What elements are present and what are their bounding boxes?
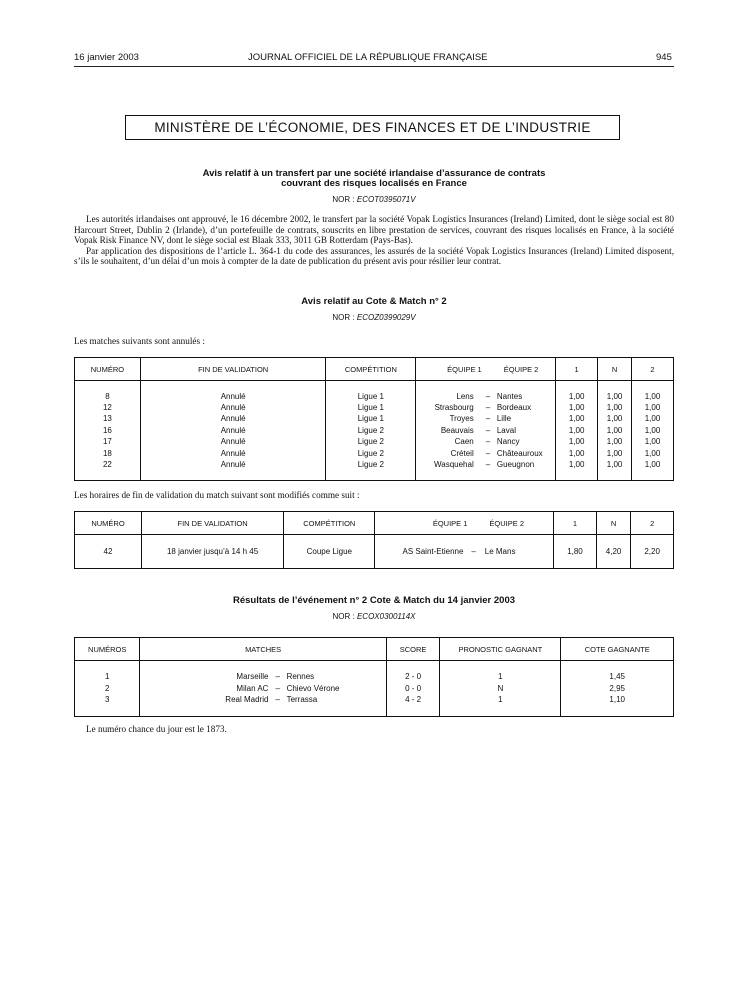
col-competition: Ligue 1 Ligue 1 Ligue 1 Ligue 2 Ligue 2 Ligue 2 Ligue 2 — [326, 381, 416, 481]
col-equipe2: – Nantes – Bordeaux – Lille – Laval – Nancy – Châteauroux – Gueugnon — [486, 381, 556, 481]
nor-code: ECOT0395071V — [356, 195, 416, 204]
notice2-nor — [74, 313, 674, 322]
table-header-row — [75, 638, 674, 661]
notice1-paragraph-1: Les autorités irlandaises ont approuvé, le 16 décembre 2002, le transfert par la société Vopak Logistics Insurances (Ireland) Limited, dont le siège social est 80 Harcourt Street, Dublin 2 (Irlande), d’un portefeuille de contrats, souscrits en libre prestation de services, couvrant des risques localisés en France, à la société Vopak Risk Finance NV, dont le siège social est Blaak 333, 3011 GB Rotterdam (Pays-Bas). — [74, 214, 674, 246]
col-cote-gagnante: 1,45 2,95 1,10 — [561, 661, 674, 717]
col-header-score: SCORE — [386, 638, 440, 661]
col-header-fin: FIN DE VALIDATION — [142, 512, 284, 535]
notice1-title-line1: Avis relatif à un transfert par une société irlandaise d’assurance de contrats — [202, 168, 546, 179]
col-header-n: N — [598, 358, 632, 381]
col-cote-1: 1,00 1,00 1,00 1,00 1,00 1,00 1,00 — [556, 381, 598, 481]
col-fin-validation: Annulé Annulé Annulé Annulé Annulé Annulé Annulé — [140, 381, 326, 481]
header-date: 16 janvier 2003 — [74, 52, 139, 63]
col-score: 2 - 0 0 - 0 4 - 2 — [386, 661, 440, 717]
results-nor — [74, 612, 674, 621]
cell-competition: Coupe Ligue — [284, 535, 375, 569]
col-header-numeros: NUMÉROS — [75, 638, 140, 661]
notice2-intro-2: Les horaires de fin de validation du match suivant sont modifiés comme suit : — [74, 490, 360, 500]
cell-equipe2: – Le Mans — [471, 535, 553, 569]
table-header-row — [75, 358, 674, 381]
results-footer: Le numéro chance du jour est le 1873. — [86, 724, 227, 734]
table-header-row — [75, 512, 674, 535]
ministry-banner: MINISTÈRE DE L’ÉCONOMIE, DES FINANCES ET DE L’INDUSTRIE — [125, 115, 620, 140]
col-header-equipe2: ÉQUIPE 2 — [486, 358, 556, 381]
modified-match-table — [74, 511, 674, 569]
col-header-1: 1 — [554, 512, 597, 535]
results-table — [74, 637, 674, 717]
table-row — [75, 535, 674, 569]
nor-label: NOR : — [332, 612, 355, 621]
nor-code: ECOX0300114X — [356, 612, 416, 621]
col-header-competition: COMPÉTITION — [326, 358, 416, 381]
col-header-competition: COMPÉTITION — [284, 512, 375, 535]
journal-title: JOURNAL OFFICIEL DE LA RÉPUBLIQUE FRANÇAISE — [248, 52, 488, 63]
notice1-paragraph-2: Par application des dispositions de l’article L. 364-1 du code des assurances, les assurés de la société Vopak Logistics Insurances (Ireland) Limited disposent, s’ils le souhaitent, d’un délai d’un mois à compter de la date de publication du présent avis pour résilier leur contrat. — [74, 245, 674, 267]
col-matches: Marseille Milan AC Real Madrid – Rennes – Chievo Vérone – Terrassa — [140, 661, 386, 717]
col-pronostic: 1 N 1 — [440, 661, 561, 717]
col-equipe1: Lens Strasbourg Troyes Beauvais Caen Créteil Wasquehal — [416, 381, 486, 481]
notice2-title: Avis relatif au Cote & Match n° 2 — [301, 296, 447, 307]
cancelled-matches-table — [74, 357, 674, 481]
cell-cote-1: 1,80 — [554, 535, 597, 569]
cell-cote-n: 4,20 — [596, 535, 631, 569]
col-header-cote: COTE GAGNANTE — [561, 638, 674, 661]
cell-numero: 42 — [75, 535, 142, 569]
col-header-matches: MATCHES — [140, 638, 386, 661]
notice2-intro: Les matches suivants sont annulés : — [74, 336, 205, 346]
col-header-2: 2 — [631, 512, 674, 535]
col-cote-2: 1,00 1,00 1,00 1,00 1,00 1,00 1,00 — [632, 381, 674, 481]
col-header-1: 1 — [556, 358, 598, 381]
col-numero: 8 12 13 16 17 18 22 — [75, 381, 141, 481]
nor-code: ECOZ0399029V — [356, 313, 416, 322]
table-body-row — [75, 381, 674, 481]
col-cote-n: 1,00 1,00 1,00 1,00 1,00 1,00 1,00 — [598, 381, 632, 481]
col-header-equipe1: ÉQUIPE 1 — [416, 358, 486, 381]
cell-cote-2: 2,20 — [631, 535, 674, 569]
col-header-fin: FIN DE VALIDATION — [140, 358, 326, 381]
page-number: 945 — [656, 52, 672, 63]
header-rule — [74, 66, 674, 67]
notice1-title-line2: couvrant des risques localisés en France — [281, 178, 467, 189]
table-body-row — [75, 661, 674, 717]
col-header-pronostic: PRONOSTIC GAGNANT — [440, 638, 561, 661]
notice1-body — [74, 214, 674, 267]
col-header-equipe2: ÉQUIPE 2 — [471, 512, 553, 535]
col-header-numero: NUMÉRO — [75, 512, 142, 535]
results-title: Résultats de l’événement n° 2 Cote & Match du 14 janvier 2003 — [232, 595, 516, 606]
cell-fin-validation: 18 janvier jusqu’à 14 h 45 — [142, 535, 284, 569]
cell-equipe1: AS Saint-Etienne — [375, 535, 471, 569]
nor-label: NOR : — [332, 195, 355, 204]
notice1-nor — [74, 195, 674, 204]
nor-label: NOR : — [332, 313, 355, 322]
col-numeros: 1 2 3 — [75, 661, 140, 717]
col-header-n: N — [596, 512, 631, 535]
col-header-2: 2 — [632, 358, 674, 381]
col-header-equipe1: ÉQUIPE 1 — [375, 512, 471, 535]
col-header-numero: NUMÉRO — [75, 358, 141, 381]
